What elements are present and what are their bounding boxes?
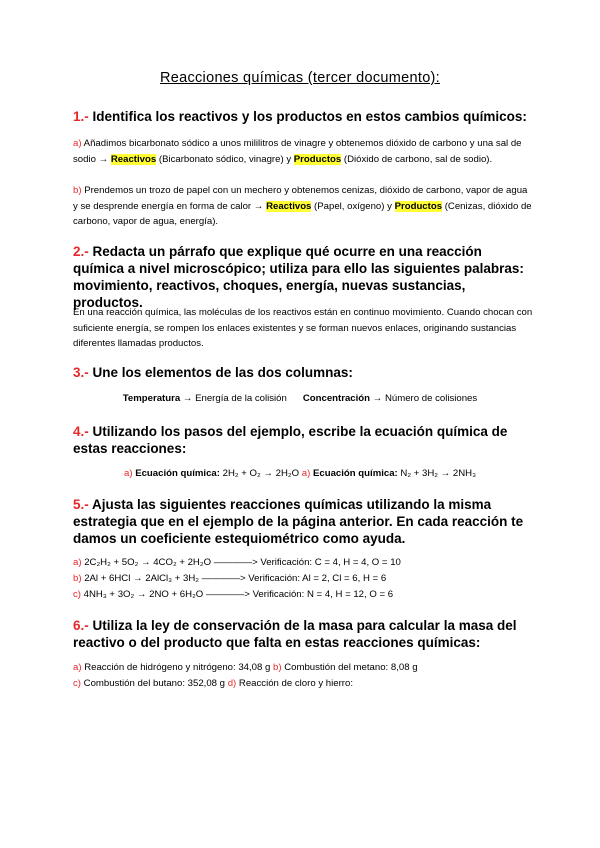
question-5-row-b [73, 571, 533, 587]
reactivos-highlight: Reactivos [110, 153, 157, 165]
productos-value: (Cenizas, dióxido de carbono, vapor de agua, energía). [73, 200, 532, 228]
question-5-number: 5.- [73, 497, 89, 512]
mass-b-label: b) [273, 662, 282, 673]
question-4-answer [40, 466, 560, 482]
productos-highlight: Productos [394, 200, 443, 212]
row-a-equation: 2C₂H₂ + 5O₂ → 4CO₂ + 2H₂O ————> Verificación: C = 4, H = 4, O = 10 [81, 557, 401, 568]
row-b-label: b) [73, 573, 82, 584]
question-5-text: Ajusta las siguientes reacciones químicas utilizando la misma estrategia que en el ejemplo de la página anterior. En cada reacción te damos un coeficiente estequiométrico como ayuda. [73, 497, 524, 546]
question-1-number: 1.- [73, 109, 89, 124]
question-3-number: 3.- [73, 365, 89, 380]
mass-b-text: Combustión del metano: 8,08 g [281, 662, 418, 673]
page-title: Reacciones químicas (tercer documento): [159, 70, 441, 86]
reactivos-value: (Bicarbonato sódico, vinagre) y [156, 153, 294, 165]
answer-a-label: a) [73, 138, 82, 149]
mass-d-text: Reacción de cloro y hierro: [236, 678, 353, 689]
question-5-row-a [73, 555, 533, 571]
eq-a-title: Ecuación química: [135, 468, 220, 479]
answer-b-label: b) [73, 185, 82, 196]
question-2-answer: En una reacción química, las moléculas de los reactivos están en continuo movimiento. Cuando chocan con suficiente energía, se rompen los enlaces existentes y se forman nuevos enlaces, originando sustancias diferentes llamadas productos. [73, 307, 533, 350]
match-left-1: Temperatura [122, 393, 181, 404]
question-6-text: Utiliza la ley de conservación de la masa para calcular la masa del reactivo o del producto que falta en estas reacciones químicas: [73, 618, 517, 650]
row-b-equation: 2Al + 6HCl → 2AlCl₃ + 3H₂ ————> Verificación: Al = 2, Cl = 6, H = 6 [81, 573, 387, 584]
question-4-number: 4.- [73, 424, 89, 439]
question-2-text: Redacta un párrafo que explique qué ocurre en una reacción química a nivel microscópico; utiliza para ello las siguientes palabras: movimiento, reactivos, choques, energía, nuevas sustancias, productos. [73, 244, 524, 310]
answer-b-text: Prendemos un trozo de papel con un mechero y obtenemos cenizas, dióxido de carbono, vapor de agua y se desprende energía en forma de calor → [73, 185, 528, 212]
question-3-heading [73, 364, 533, 381]
question-3-answer [40, 391, 560, 407]
eq-b-equation: N₂ + 3H₂ → 2NH₃ [397, 468, 477, 479]
question-6-heading [73, 617, 533, 651]
match-left-2: Concentración [302, 393, 371, 404]
question-1-answer-a [73, 136, 533, 167]
eq-a-label: a) [123, 468, 133, 479]
mass-c-label: c) [73, 678, 81, 689]
eq-b-label: a) [301, 468, 311, 479]
question-2-heading [73, 243, 533, 311]
eq-a-equation: 2H₂ + O₂ → 2H₂O [219, 468, 302, 479]
question-6-number: 6.- [73, 618, 89, 633]
mass-a-label: a) [73, 662, 82, 673]
productos-highlight: Productos [293, 153, 342, 165]
eq-b-title: Ecuación química: [312, 468, 398, 479]
reactivos-value: (Papel, oxígeno) y [311, 200, 395, 212]
reactivos-highlight: Reactivos [266, 200, 312, 212]
row-c-equation: 4NH₃ + 3O₂ → 2NO + 6H₂O ————> Verificación: N = 4, H = 12, O = 6 [81, 589, 394, 600]
question-2-number: 2.- [73, 244, 89, 259]
question-1-heading [73, 108, 533, 125]
match-right-2: → Número de colisiones [370, 393, 478, 404]
question-6-row-2 [73, 676, 533, 692]
mass-d-label: d) [227, 678, 237, 689]
question-4-heading [73, 423, 533, 457]
row-a-label: a) [73, 557, 82, 568]
mass-a-text: Reacción de hidrógeno y nitrógeno: 34,08 g [81, 662, 274, 673]
question-4-text: Utilizando los pasos del ejemplo, escribe la ecuación química de estas reacciones: [73, 424, 508, 456]
question-1-answer-b [73, 183, 533, 230]
question-5-heading [73, 496, 533, 547]
question-3-text: Une los elementos de las dos columnas: [88, 365, 353, 380]
productos-value: (Dióxido de carbono, sal de sodio). [341, 153, 493, 165]
question-6-row-1 [73, 660, 533, 676]
mass-c-text: Combustión del butano: 352,08 g [81, 678, 228, 689]
question-5-row-c [73, 587, 533, 603]
row-c-label: c) [73, 589, 81, 600]
answer-a-text: Añadimos bicarbonato sódico a unos mililitros de vinagre y obtenemos dióxido de carbono y una sal de sodio → [73, 138, 522, 165]
question-1-text: Identifica los reactivos y los productos en estos cambios químicos: [88, 109, 527, 124]
match-right-1: → Energía de la colisión [180, 393, 287, 404]
